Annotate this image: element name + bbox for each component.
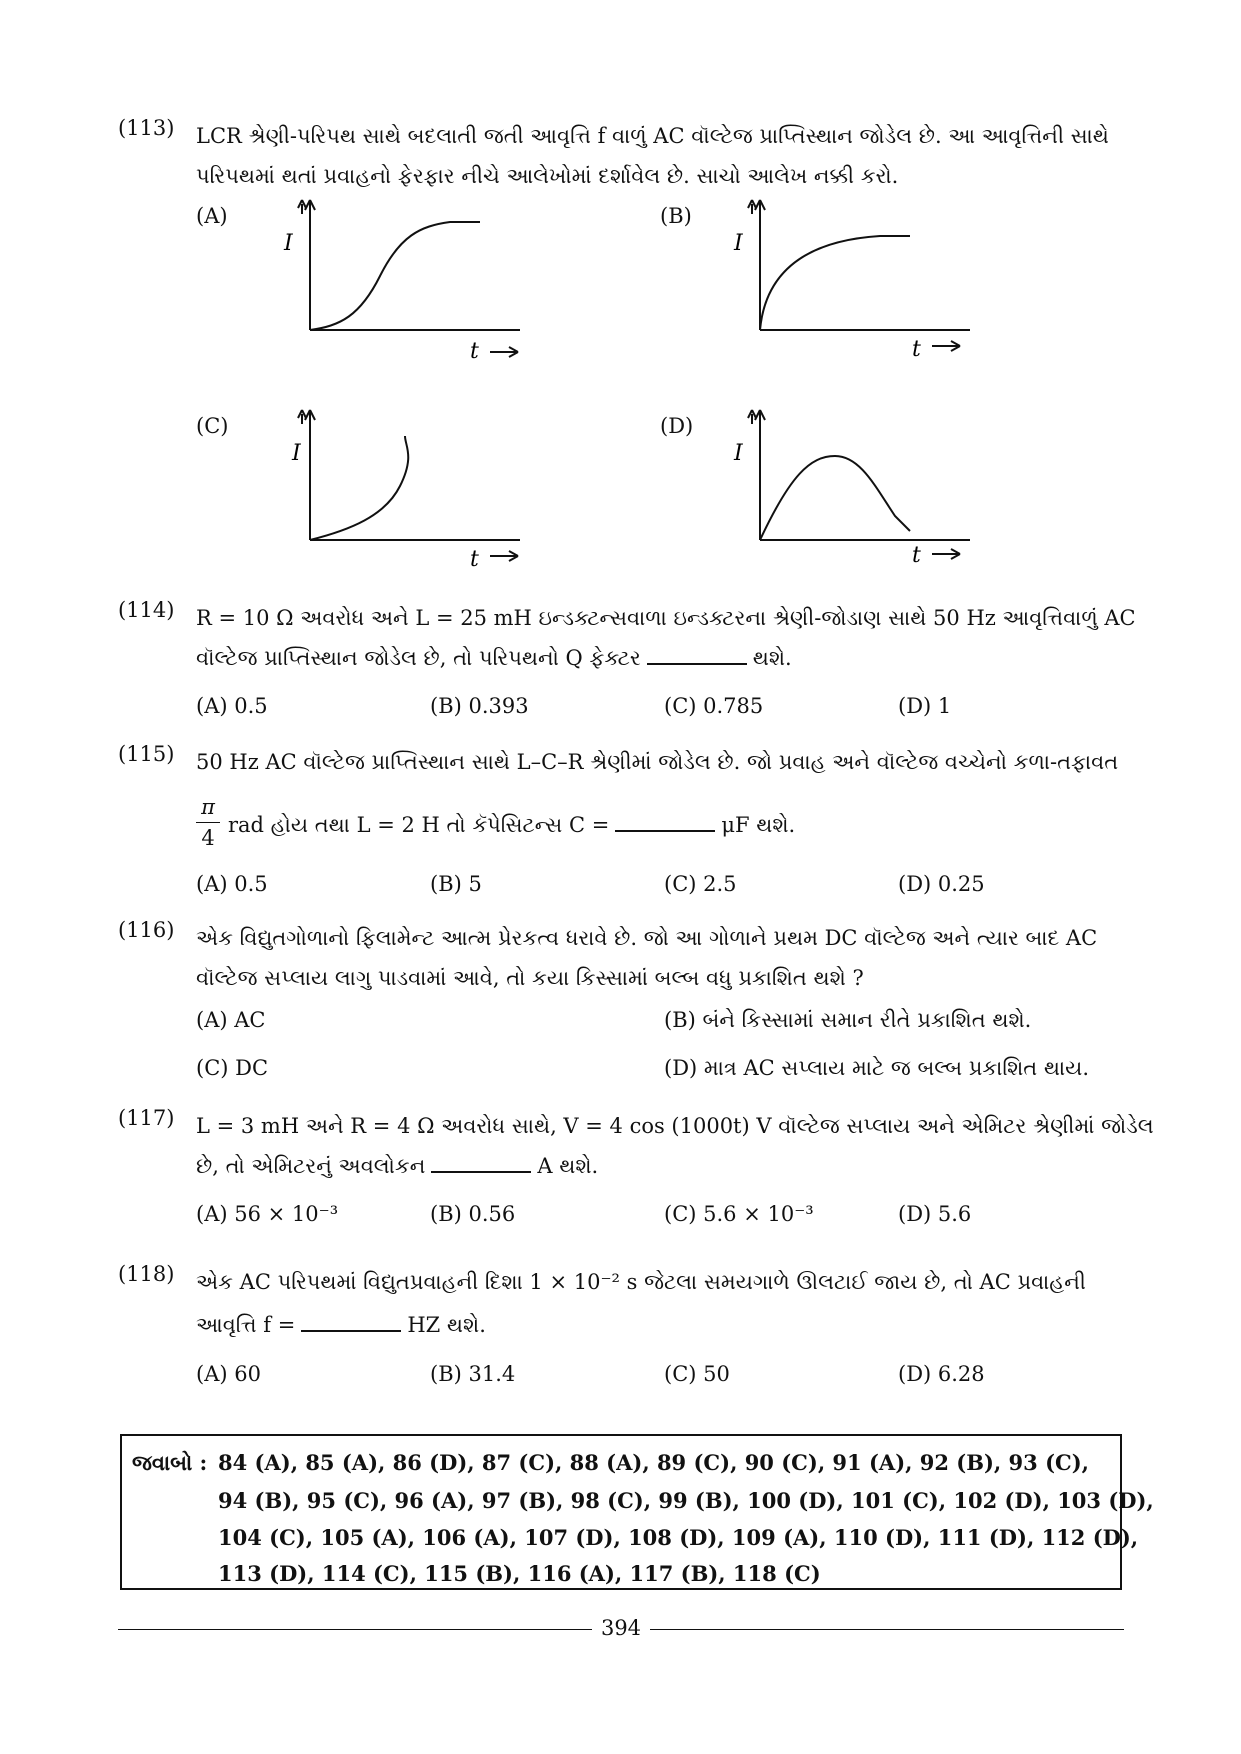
q114-option-b: (B) 0.393 bbox=[430, 694, 529, 718]
answers-line-4: 113 (D), 114 (C), 115 (B), 116 (A), 117 (B), 118 (C) bbox=[218, 1561, 821, 1586]
q116-line1: એક વિદ્યુતગોળાનો ફિલામેન્ટ આત્મ પ્રેરકત્વ ધરાવે છે. જો આ ગોળાને પ્રથમ DC વૉલ્ટેજ અને ત્યાર બાદ AC bbox=[196, 926, 1098, 950]
graph-d-xlabel: t bbox=[912, 543, 921, 568]
q117-line2-end: A થશે. bbox=[537, 1154, 599, 1178]
q117-option-c: (C) 5.6 × 10⁻³ bbox=[664, 1202, 814, 1226]
graph-d-ylabel: I bbox=[734, 441, 743, 466]
page-number: 394 bbox=[600, 1616, 642, 1640]
q117-line1: L = 3 mH અને R = 4 Ω અવરોધ સાથે, V = 4 cos (1000t) V વૉલ્ટેજ સપ્લાય અને એમિટર શ્રેણીમાં જોડેલ bbox=[196, 1114, 1154, 1138]
q115-option-d: (D) 0.25 bbox=[898, 872, 985, 896]
graph-c-xlabel: t bbox=[470, 547, 479, 572]
q114-blank bbox=[647, 645, 747, 665]
q115-fraction bbox=[196, 795, 220, 850]
q114-number: (114) bbox=[118, 598, 175, 622]
q118-line1: એક AC પરિપથમાં વિદ્યુતપ્રવાહની દિશા 1 × 10⁻² s જેટલા સમયગાળે ઊલટાઈ જાય છે, તો AC પ્રવાહની bbox=[196, 1270, 1086, 1294]
answers-line-1: 84 (A), 85 (A), 86 (D), 87 (C), 88 (A), 89 (C), 90 (C), 91 (A), 92 (B), 93 (C), bbox=[218, 1450, 1089, 1475]
graph-b bbox=[730, 196, 980, 366]
graph-c-label: (C) bbox=[196, 414, 229, 438]
answers-box bbox=[120, 1434, 1154, 1590]
graph-a bbox=[280, 196, 530, 366]
q117-blank bbox=[431, 1153, 531, 1173]
q115-blank bbox=[615, 812, 715, 832]
q115-option-b: (B) 5 bbox=[430, 872, 482, 896]
q116-number: (116) bbox=[118, 918, 175, 942]
q113-line1: LCR શ્રેણી-પરિપથ સાથે બદલાતી જતી આવૃત્તિ f વાળું AC વૉલ્ટેજ પ્રાપ્તિસ્થાન જોડેલ છે. આ આવૃત્તિની સાથે bbox=[196, 124, 1109, 148]
graph-a-label: (A) bbox=[196, 204, 228, 228]
q118-number: (118) bbox=[118, 1262, 175, 1286]
q117-line2 bbox=[196, 1146, 1126, 1186]
graph-a-ylabel: I bbox=[284, 231, 293, 256]
graph-a-xlabel: t bbox=[470, 339, 479, 364]
q116-option-a: (A) AC bbox=[196, 1008, 266, 1032]
q118-option-a: (A) 60 bbox=[196, 1362, 261, 1386]
answers-label: જવાબો : bbox=[132, 1450, 208, 1475]
q115-option-c: (C) 2.5 bbox=[664, 872, 737, 896]
q115-option-a: (A) 0.5 bbox=[196, 872, 268, 896]
q118-line2-end: HZ થશે. bbox=[407, 1313, 486, 1337]
graph-b-xlabel: t bbox=[912, 337, 921, 362]
q114-line2-end: થશે. bbox=[752, 646, 792, 670]
q115-line2-end: μF થશે. bbox=[721, 813, 796, 837]
graph-d bbox=[730, 406, 980, 576]
q117-number: (117) bbox=[118, 1106, 175, 1130]
q118-option-d: (D) 6.28 bbox=[898, 1362, 985, 1386]
q118-option-c: (C) 50 bbox=[664, 1362, 730, 1386]
q114-line2-start: વૉલ્ટેજ પ્રાપ્તિસ્થાન જોડેલ છે, તો પરિપથનો Q ફેક્ટર bbox=[196, 646, 641, 670]
q118-blank bbox=[301, 1312, 401, 1332]
answers-line-2: 94 (B), 95 (C), 96 (A), 97 (B), 98 (C), 99 (B), 100 (D), 101 (C), 102 (D), 103 (D), bbox=[218, 1488, 1154, 1513]
q114-option-d: (D) 1 bbox=[898, 694, 952, 718]
q117-line2-start: છે, તો એમિટરનું અવલોકન bbox=[196, 1154, 426, 1178]
q114-option-c: (C) 0.785 bbox=[664, 694, 764, 718]
q118-line2 bbox=[196, 1305, 1126, 1345]
q115-frac-den: 4 bbox=[201, 826, 215, 850]
q116-option-d: (D) માત્ર AC સપ્લાય માટે જ બલ્બ પ્રકાશિત થાય. bbox=[664, 1056, 1090, 1080]
q113-number: (113) bbox=[118, 116, 175, 140]
q116-line2: વૉલ્ટેજ સપ્લાય લાગુ પાડવામાં આવે, તો કયા કિસ્સામાં બલ્બ વધુ પ્રકાશિત થશે ? bbox=[196, 966, 864, 990]
graph-c bbox=[280, 406, 530, 576]
q117-option-b: (B) 0.56 bbox=[430, 1202, 516, 1226]
graph-d-label: (D) bbox=[660, 414, 694, 438]
q116-option-c: (C) DC bbox=[196, 1056, 269, 1080]
q113-line2: પરિપથમાં થતાં પ્રવાહનો ફેરફાર નીચે આલેખોમાં દર્શાવેલ છે. સાચો આલેખ નક્કી કરો. bbox=[196, 164, 899, 188]
q115-line2-start: rad હોય તથા L = 2 H તો કૅપેસિટન્સ C = bbox=[228, 813, 610, 837]
q115-line1: 50 Hz AC વૉલ્ટેજ પ્રાપ્તિસ્થાન સાથે L–C–R શ્રેણીમાં જોડેલ છે. જો પ્રવાહ અને વૉલ્ટેજ વચ્ચેનો કળા-તફાવત bbox=[196, 750, 1119, 774]
graph-b-ylabel: I bbox=[734, 231, 743, 256]
answers-line-3: 104 (C), 105 (A), 106 (A), 107 (D), 108 (D), 109 (A), 110 (D), 111 (D), 112 (D), bbox=[218, 1525, 1139, 1550]
footer-rule-left bbox=[118, 1629, 592, 1630]
q117-option-a: (A) 56 × 10⁻³ bbox=[196, 1202, 339, 1226]
q118-option-b: (B) 31.4 bbox=[430, 1362, 516, 1386]
q116-option-b: (B) બંને કિસ્સામાં સમાન રીતે પ્રકાશિત થશે. bbox=[664, 1008, 1032, 1032]
q115-frac-num: π bbox=[201, 795, 215, 819]
q117-option-d: (D) 5.6 bbox=[898, 1202, 972, 1226]
graph-b-label: (B) bbox=[660, 204, 692, 228]
q115-line2 bbox=[228, 805, 1158, 845]
q114-line1: R = 10 Ω અવરોધ અને L = 25 mH ઇન્ડક્ટન્સવાળા ઇન્ડક્ટરના શ્રેણી-જોડાણ સાથે 50 Hz આવૃત્તિવાળું AC bbox=[196, 606, 1136, 630]
q115-number: (115) bbox=[118, 742, 175, 766]
footer-rule-right bbox=[650, 1629, 1124, 1630]
q114-line2 bbox=[196, 638, 1126, 678]
graph-c-ylabel: I bbox=[292, 441, 301, 466]
q114-option-a: (A) 0.5 bbox=[196, 694, 268, 718]
q118-line2-start: આવૃત્તિ f = bbox=[196, 1313, 296, 1337]
